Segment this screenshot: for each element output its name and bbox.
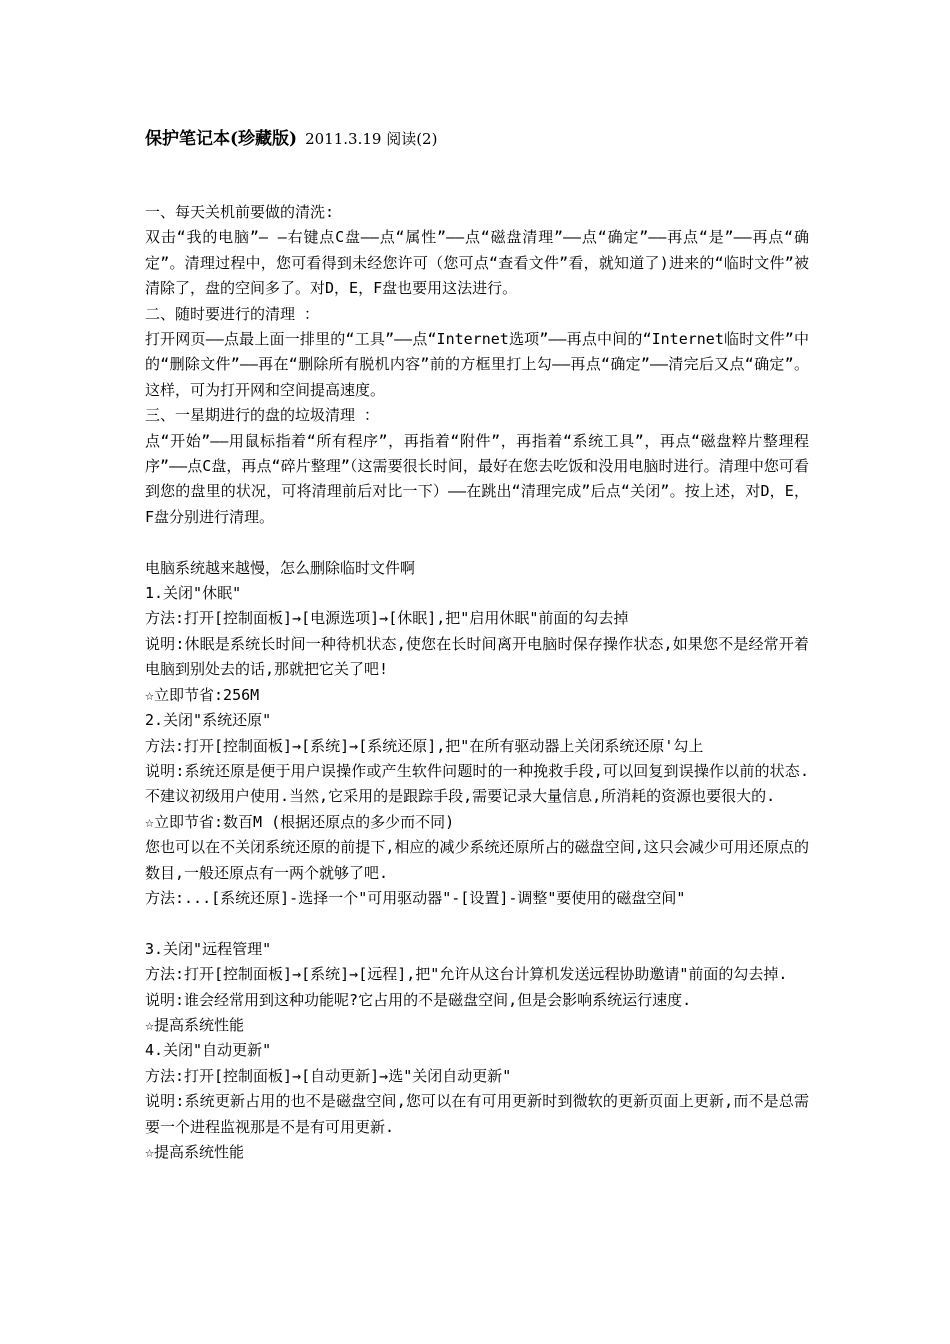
paragraph: ☆提高系统性能 — [145, 1143, 245, 1161]
paragraph: 2.关闭"系统还原" — [145, 711, 272, 730]
paragraph: 三、一星期进行的盘的垃圾清理 ： — [145, 406, 380, 425]
paragraph: 1.关闭"休眠" — [145, 584, 242, 603]
paragraph: 方法:打开[控制面板]→[系统]→[系统还原],把"在所有驱动器上关闭系统还原'勾上 — [145, 736, 704, 755]
paragraph: ☆立即节省:256M — [145, 685, 260, 704]
title-line — [145, 124, 437, 149]
paragraph: 双击“我的电脑”— —右键点C盘——点“属性”——点“磁盘清理”——点“确定”——再点“是”——再点“确定”。清理过程中，您可看得到未经您许可（您可点“查看文件”看，就知道了)进来的“临时文件”被清除了，盘的空间多了。对D，E，F盘也要用这法进行。 — [145, 228, 809, 298]
paragraph: 说明:谁会经常用到这种功能呢?它占用的不是磁盘空间,但是会影响系统运行速度. — [145, 990, 692, 1009]
paragraph: ☆立即节省:数百M (根据还原点的多少而不同) — [145, 812, 455, 831]
paragraph: 一、每天关机前要做的清洗: — [145, 203, 335, 221]
document-body — [145, 200, 809, 1165]
paragraph: 说明:休眠是系统长时间一种待机状态,使您在长时间离开电脑时保存操作状态,如果您不是经常开着电脑到别处去的话,那就把它关了吧! — [145, 634, 809, 679]
paragraph: ☆提高系统性能 — [145, 1015, 245, 1034]
paragraph: 方法:打开[控制面板]→[电源选项]→[休眠],把"启用休眠"前面的勾去掉 — [145, 609, 629, 628]
blank-line — [145, 530, 809, 555]
paragraph: 二、随时要进行的清理 ： — [145, 304, 320, 323]
paragraph: 说明:系统更新占用的也不是磁盘空间,您可以在有可用更新时到微软的更新页面上更新,而不是总需要一个进程监视那是不是有可用更新. — [145, 1092, 809, 1136]
paragraph: 点“开始”——用鼠标指着“所有程序”，再指着“附件”，再指着“系统工具”，再点“磁盘粹片整理程序”——点C盘，再点“碎片整理”（这需要很长时间，最好在您去吃饭和没用电脑时进行。清理中您可看到您的盘里的状况，可将清理前后对比一下）——在跳出“清理完成”后点“关闭”。按上述，对D，E，F盘分别进行清理。 — [145, 431, 809, 526]
paragraph: 打开网页——点最上面一排里的“工具”——点“Internet选项”——再点中间的“Internet临时文件”中的“删除文件”——再在“删除所有脱机内容”前的方框里打上勾——再点“确定”——清完后又点“确定”。这样，可为打开网和空间提高速度。 — [145, 330, 809, 399]
paragraph: 4.关闭"自动更新" — [145, 1041, 272, 1060]
document-meta: 2011.3.19 阅读(2) — [305, 130, 438, 148]
paragraph: 3.关闭"远程管理" — [145, 939, 272, 958]
document-title: 保护笔记本(珍藏版) — [145, 129, 298, 149]
paragraph: 方法:...[系统还原]-选择一个"可用驱动器"-[设置]-调整"要使用的磁盘空间" — [145, 888, 686, 907]
paragraph: 说明:系统还原是便于用户误操作或产生软件问题时的一种挽救手段,可以回复到误操作以前的状态.不建议初级用户使用.当然,它采用的是跟踪手段,需要记录大量信息,所消耗的资源也要很大的. — [145, 761, 809, 806]
paragraph: 电脑系统越来越慢，怎么删除临时文件啊 — [145, 558, 416, 577]
paragraph: 方法:打开[控制面板]→[系统]→[远程],把"允许从这台计算机发送远程协助邀请"前面的勾去掉. — [145, 965, 788, 984]
paragraph: 您也可以在不关闭系统还原的前提下,相应的减少系统还原所占的磁盘空间,这只会减少可用还原点的数目,一般还原点有一两个就够了吧. — [145, 838, 809, 882]
paragraph: 方法:打开[控制面板]→[自动更新]→选"关闭自动更新" — [145, 1066, 512, 1085]
blank-line — [145, 911, 809, 936]
